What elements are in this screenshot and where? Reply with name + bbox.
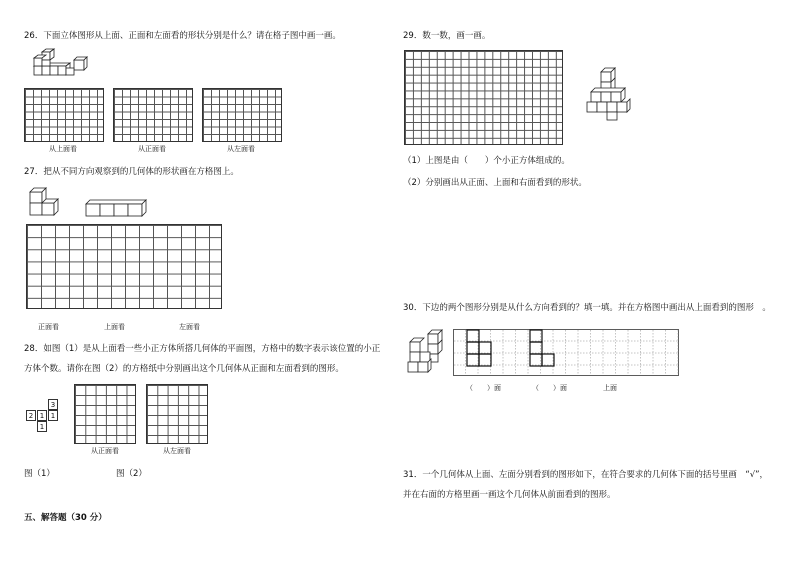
q28-fig2-label: 图（2） (116, 469, 147, 479)
q29-grid[interactable] (404, 50, 563, 145)
q29-cube-figure (585, 64, 633, 122)
q27-caption-front: 正面看 (38, 323, 59, 331)
q29-text: 29．数一数，画一画。 (403, 31, 491, 41)
q28-cell-1b: 1 (48, 410, 58, 421)
q28-cell-1c: 1 (37, 421, 47, 432)
q28-line2: 方体个数。请你在图（2）的方格纸中分别画出这个几何体从正面和左面看到的图形。 (24, 364, 344, 374)
q28-fig1-label: 图（1） (24, 469, 55, 479)
q30-text: 30．下边的两个图形分别是从什么方向看到的？填一填。并在方格图中画出从上面看到的图形 。 (403, 303, 771, 313)
q30-label-3: 上面 (603, 384, 617, 392)
q28-caption-left: 从左面看 (163, 447, 191, 455)
q30-grid[interactable] (453, 329, 679, 376)
q27-caption-top: 上面看 (104, 323, 125, 331)
q31-line1: 31．一个几何体从上面、左面分别看到的图形如下，在符合要求的几何体下面的括号里画 “√”， (403, 470, 769, 480)
q26-text: 26．下面立体图形从上面、正面和左面看的形状分别是什么？请在格子图中画一画。 (24, 31, 341, 41)
q26-caption-top: 从上面看 (49, 145, 77, 153)
q26-cube-figure (30, 48, 90, 80)
q30-label-1: （ ）面 (466, 384, 501, 392)
q28-cell-2: 2 (26, 410, 36, 421)
q26-caption-front: 从正面看 (138, 145, 166, 153)
q27-cube-figure-1 (28, 186, 64, 218)
q28-cell-3: 3 (48, 399, 58, 410)
q28-line1: 28．如图（1）是从上面看一些小正方体所搭几何体的平面图，方格中的数字表示该位置的小正 (24, 344, 381, 354)
q27-caption-left: 左面看 (179, 323, 200, 331)
q27-text: 27．把从不同方向观察到的几何体的形状画在方格图上。 (24, 167, 239, 177)
q29-sub2: （2）分别画出从正面、上面和右面看到的形状。 (403, 178, 587, 188)
q27-grid[interactable] (26, 224, 222, 309)
q29-sub1: （1）上图是由（ ）个小正方体组成的。 (403, 156, 570, 166)
q26-grid-top[interactable] (24, 88, 104, 142)
q26-grid-front[interactable] (113, 88, 193, 142)
q26-grid-left[interactable] (202, 88, 282, 142)
q30-label-2: （ ）面 (532, 384, 567, 392)
q28-caption-front: 从正面看 (91, 447, 119, 455)
section5-title: 五、解答题（30 分） (24, 513, 107, 523)
q28-grid-left[interactable] (146, 384, 208, 444)
q30-cube-figure (406, 328, 446, 376)
q27-cube-figure-2 (84, 198, 152, 220)
q28-grid-front[interactable] (74, 384, 136, 444)
q28-cell-1a: 1 (37, 410, 47, 421)
q31-line2: 并在右面的方格里画一画这个几何体从前面看到的图形。 (403, 490, 616, 500)
q26-caption-left: 从左面看 (227, 145, 255, 153)
